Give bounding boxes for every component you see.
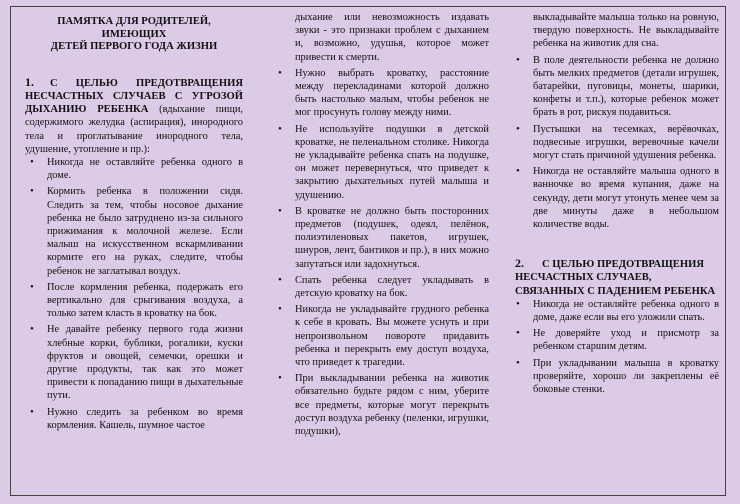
section-1-heading bbox=[25, 76, 243, 156]
title-line-2: ИМЕЮЩИХ bbox=[101, 28, 167, 40]
leaflet-sheet bbox=[10, 6, 726, 496]
section-2-number: 2. bbox=[515, 256, 524, 271]
section-2-title: С ЦЕЛЬЮ ПРЕДОТВРАЩЕНИЯ НЕСЧАСТНЫХ СЛУЧАЕВ, СВЯЗАННЫХ С ПАДЕНИЕМ РЕБЕНКА bbox=[515, 259, 716, 297]
title-line-1: ПАМЯТКА ДЛЯ РОДИТЕЛЕЙ, bbox=[57, 16, 211, 27]
column-1 bbox=[25, 7, 243, 495]
list-item: • Кормить ребенка в положении сидя. Следить за тем, чтобы носовое дыхание ребенка не было затруднено из-за сильного прижимания к молочной железе. Если малыш на искусственном вскармливании кормите его на руках, следите, чтобы ребенок не заглатывал воздух. bbox=[25, 185, 243, 277]
list-item: • Нужно следить за ребенком во время кормления. Кашель, шумное частое bbox=[25, 406, 243, 432]
section-1-note: (вдыхание пищи, содержимого желудка (аспирация), инородного тела и проглатывание инородного тела, удушение, утопление и пр.): bbox=[25, 104, 243, 155]
section-1-list bbox=[25, 156, 243, 432]
list-item: • Нужно выбрать кроватку, расстояние между перекладинами которой должно быть настолько малым, чтобы ребенок не мог просунуть голову между ними. bbox=[273, 67, 489, 120]
section-2-heading bbox=[511, 257, 719, 298]
section-1-number: 1. bbox=[25, 74, 34, 89]
list-item: • В поле деятельности ребенка не должно быть мелких предметов (детали игрушек, батарейки, пуговицы, монеты, шарики, конфеты и т.п.), которые ребенок может брать в рот, рискуя подавиться. bbox=[511, 54, 719, 120]
list-item: • Никогда не оставляйте малыша одного в ванночке во время купания, даже на секунду, дети могут утонуть менее чем за две минуты даже в небольшом количестве воды. bbox=[511, 165, 719, 231]
title-line-3: ДЕТЕЙ ПЕРВОГО ГОДА ЖИЗНИ bbox=[50, 41, 218, 53]
column-3 bbox=[511, 7, 719, 495]
list-item: • Никогда не оставляйте ребенка одного в доме. bbox=[25, 156, 243, 182]
list-item: • После кормления ребенка, подержать его вертикально для срыгивания воздуха, а только затем класть в кроватку на бок. bbox=[25, 281, 243, 321]
section-1-title: С ЦЕЛЬЮ ПРЕДОТВРАЩЕНИЯ НЕСЧАСТНЫХ СЛУЧАЕВ С УГРОЗОЙ ДЫХАНИЮ РЕБЕНКА bbox=[25, 77, 243, 116]
list-item: • Не давайте ребенку первого года жизни хлебные корки, бублики, рогалики, куски фруктов и овощей, семечки, орешки и другие продукты, так как это может привести к попаданию пищи в дыхательные пути. bbox=[25, 323, 243, 402]
list-item: • Пустышки на тесемках, верёвочках, подвесные игрушки, веревочные качели могут стать причиной удушения ребенка. bbox=[511, 123, 719, 163]
list-item: • При укладывании малыша в кроватку проверяйте, хорошо ли закреплены её боковые стенки. bbox=[511, 357, 719, 397]
list-item: • Никогда не укладывайте грудного ребенка к себе в кровать. Вы можете уснуть и при непроизвольном повороте придавить ребенка и перекрыть ему доступ воздуха, что приведет к трагедии. bbox=[273, 303, 489, 369]
list-item: • В кроватке не должно быть посторонних предметов (подушек, одеял, пелёнок, полиэтиленовых пакетов, игрушек, шнуров, лент, бантиков и пр.), в них можно запутаться или задохнуться. bbox=[273, 205, 489, 271]
list-item: • При выкладывании ребенка на животик обязательно будьте рядом с ним, уберите все предметы, которые могут перекрыть доступ воздуха ребенку (пеленки, игрушки, подушки), bbox=[273, 372, 489, 438]
column-3-continuation: выкладывайте малыша только на ровную, твердую поверхность. Не выкладывайте ребенка на животик для сна. bbox=[533, 12, 719, 50]
section-2-list bbox=[511, 298, 719, 396]
column-2-continuation: дыхание или невозможность издавать звуки - это признаки проблем с дыханием и, возможно, удушья, которое может привести к смерти. bbox=[295, 12, 489, 63]
list-item: • Не используйте подушки в детской кроватке, не пеленальном столике. Никогда не укладывайте ребенка спать на подушке, он может перевернуться, что приведет к закрытию дыхательных путей малыша и удушению. bbox=[273, 123, 489, 202]
leaflet-title bbox=[25, 16, 243, 54]
list-item: • Спать ребенка следует укладывать в детскую кроватку на бок. bbox=[273, 274, 489, 300]
column-2 bbox=[273, 7, 489, 495]
column-2-list bbox=[273, 67, 489, 438]
list-item: • Не доверяйте уход и присмотр за ребенком старшим детям. bbox=[511, 327, 719, 353]
column-3-list bbox=[511, 54, 719, 232]
list-item: • Никогда не оставляйте ребенка одного в доме, даже если вы его уложили спать. bbox=[511, 298, 719, 324]
